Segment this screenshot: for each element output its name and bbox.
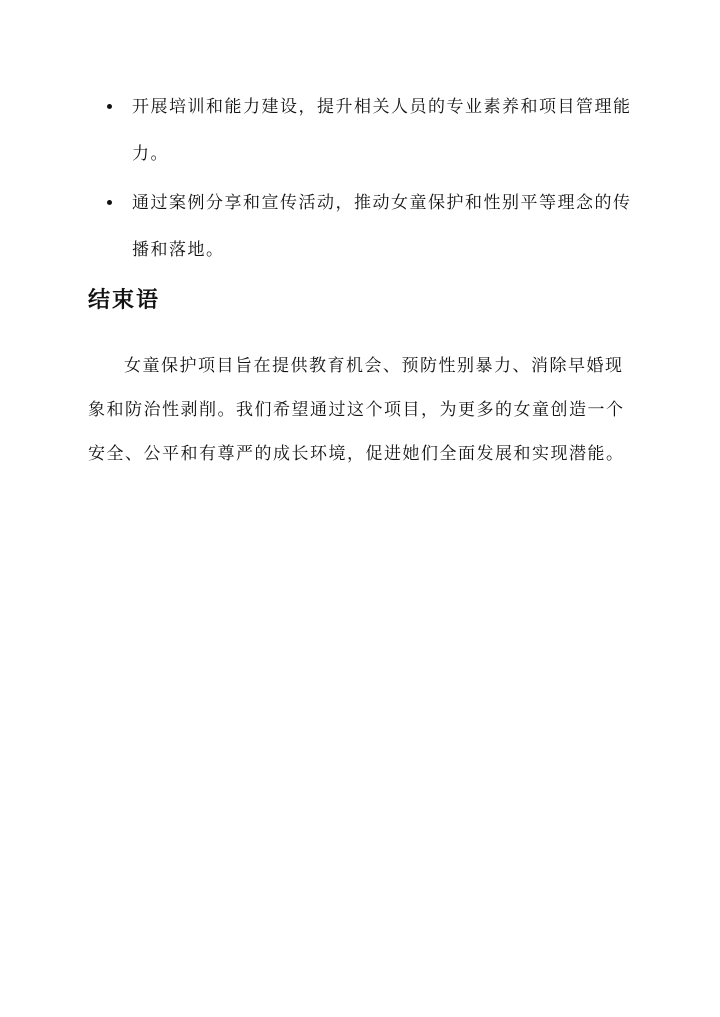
bullet-text: 开展培训和能力建设，提升相关人员的专业素养和项目管理能力。 bbox=[132, 97, 632, 164]
list-item bbox=[88, 180, 648, 274]
bullet-text: 通过案例分享和宣传活动，推动女童保护和性别平等理念的传播和落地。 bbox=[132, 193, 632, 260]
list-item bbox=[88, 84, 648, 178]
bullet-icon bbox=[107, 200, 112, 205]
conclusion-paragraph: 女童保护项目旨在提供教育机会、预防性别暴力、消除早婚现象和防治性剥削。我们希望通过这个项目，为更多的女童创造一个安全、公平和有尊严的成长环境，促进她们全面发展和实现潜能。 bbox=[88, 356, 625, 464]
bullet-icon bbox=[107, 104, 112, 109]
bullet-list bbox=[88, 84, 648, 274]
section-heading: 结束语 bbox=[88, 287, 161, 313]
